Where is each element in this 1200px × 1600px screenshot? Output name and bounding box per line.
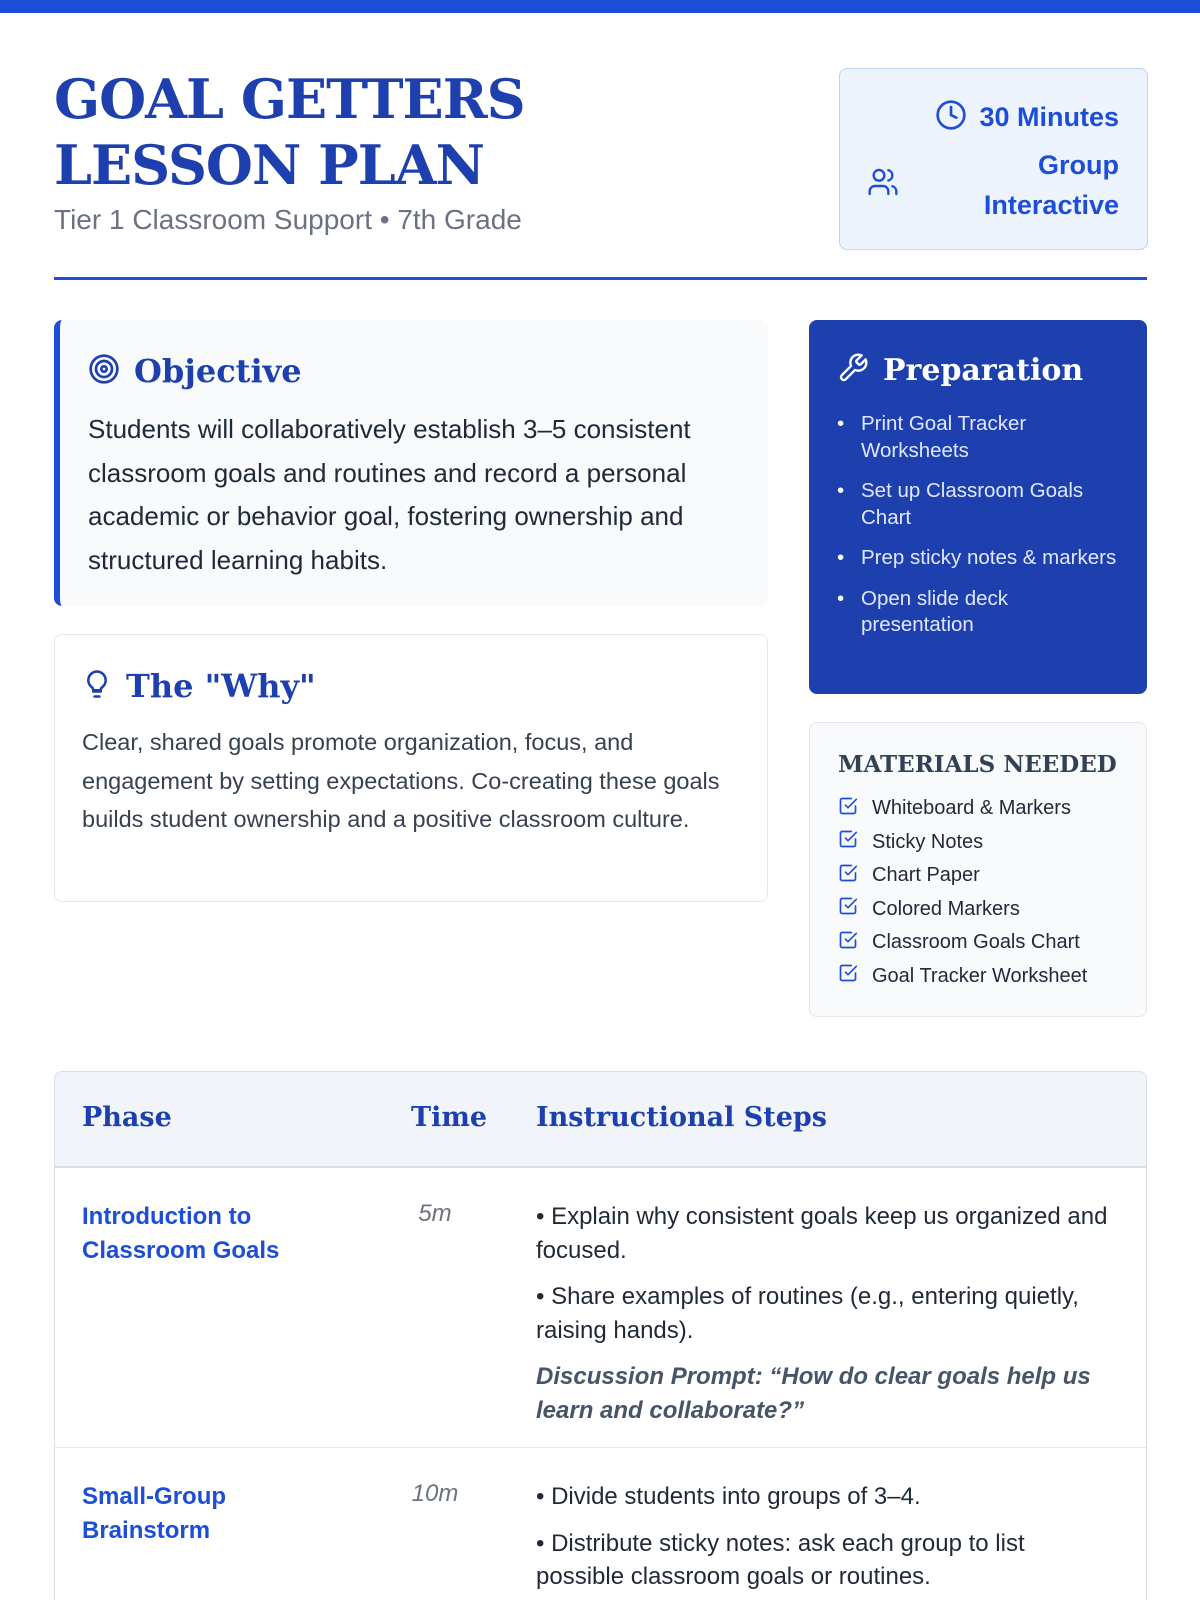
lightbulb-icon xyxy=(82,668,112,705)
preparation-card xyxy=(809,320,1147,694)
material-item xyxy=(838,926,1126,960)
checkbox-checked-icon xyxy=(838,896,858,922)
checkbox-checked-icon xyxy=(838,829,858,855)
preparation-item: • Prep sticky notes & markers xyxy=(837,545,1121,572)
checkbox-checked-icon xyxy=(838,963,858,989)
material-item xyxy=(838,859,1126,893)
material-label: Chart Paper xyxy=(872,864,980,887)
materials-title: MATERIALS NEEDED xyxy=(838,751,1117,778)
preparation-list xyxy=(837,411,1121,639)
preparation-item: • Set up Classroom Goals Chart xyxy=(837,478,1121,531)
material-label: Whiteboard & Markers xyxy=(872,797,1071,820)
objective-card xyxy=(54,320,768,606)
format-line-2: Interactive xyxy=(983,190,1119,220)
discussion-prompt: Discussion Prompt: “How do clear goals help us learn and collaborate?” xyxy=(536,1363,1091,1424)
column-header-steps: Instructional Steps xyxy=(536,1102,827,1133)
duration-row xyxy=(935,99,1119,136)
top-accent-bar xyxy=(0,0,1200,13)
table-row xyxy=(55,1448,1146,1600)
phase-cell: Small-Group Brainstorm xyxy=(82,1483,227,1544)
material-label: Colored Markers xyxy=(872,897,1020,920)
checkbox-checked-icon xyxy=(838,863,858,889)
material-item xyxy=(838,826,1126,860)
materials-card xyxy=(809,722,1147,1017)
users-icon xyxy=(867,166,899,203)
duration-text: 30 Minutes xyxy=(979,102,1119,132)
steps-cell xyxy=(536,1200,1116,1427)
step-text: • Distribute sticky notes: ask each group to list possible classroom goals or routines. xyxy=(536,1529,1025,1590)
objective-title: Objective xyxy=(134,352,302,390)
clock-icon xyxy=(935,99,967,136)
step-text: • Explain why consistent goals keep us organized and focused. xyxy=(536,1203,1108,1264)
lesson-meta-box xyxy=(839,68,1148,250)
checkbox-checked-icon xyxy=(838,796,858,822)
format-line-1: Group xyxy=(1038,150,1119,180)
lesson-steps-table xyxy=(54,1071,1147,1600)
material-item xyxy=(838,893,1126,927)
material-label: Sticky Notes xyxy=(872,830,984,853)
material-label: Classroom Goals Chart xyxy=(872,931,1080,954)
checkbox-checked-icon xyxy=(838,930,858,956)
preparation-title: Preparation xyxy=(883,353,1084,388)
column-header-time: Time xyxy=(411,1102,488,1133)
why-title: The "Why" xyxy=(126,667,316,705)
page-subtitle: Tier 1 Classroom Support • 7th Grade xyxy=(54,204,522,235)
time-cell: 10m xyxy=(411,1480,459,1507)
table-row xyxy=(55,1168,1146,1448)
step-text: • Share examples of routines (e.g., entering quietly, raising hands). xyxy=(536,1283,1079,1344)
material-label: Goal Tracker Worksheet xyxy=(872,964,1088,987)
preparation-item: • Open slide deck presentation xyxy=(837,586,1121,639)
materials-list xyxy=(838,792,1126,993)
wrench-icon xyxy=(837,352,869,389)
step-text: • Divide students into groups of 3–4. xyxy=(536,1483,921,1510)
material-item xyxy=(838,960,1126,994)
target-icon xyxy=(88,353,120,390)
material-item xyxy=(838,792,1126,826)
table-header-row xyxy=(55,1072,1146,1168)
why-card xyxy=(54,634,768,902)
phase-cell: Introduction to Classroom Goals xyxy=(82,1203,280,1264)
steps-cell xyxy=(536,1480,1116,1600)
column-header-phase: Phase xyxy=(82,1102,172,1133)
why-text: Clear, shared goals promote organization, focus, and engagement by setting expectations. Co-creating these goals builds student ownership and a positive classroom culture. xyxy=(82,729,720,832)
format-row xyxy=(984,145,1119,225)
objective-text: Students will collaboratively establish 3–5 consistent classroom goals and routines and record a personal academic or behavior goal, fostering ownership and structured learning habits. xyxy=(88,414,691,575)
page-title: GOAL GETTERS LESSON PLAN xyxy=(54,67,525,197)
preparation-item: • Print Goal Tracker Worksheets xyxy=(837,411,1121,464)
time-cell: 5m xyxy=(418,1200,452,1227)
